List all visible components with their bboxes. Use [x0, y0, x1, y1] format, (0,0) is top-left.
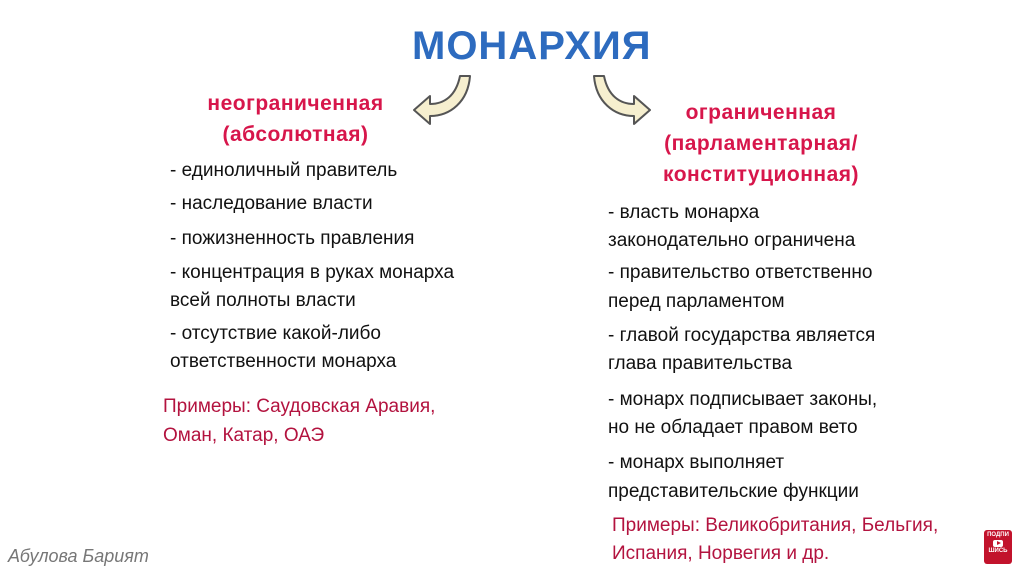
- logo-text: ПОДПИ: [987, 532, 1009, 538]
- list-item: перед парламентом: [608, 291, 785, 312]
- list-item: - единоличный правитель: [170, 160, 398, 181]
- list-item: - главой государства является: [608, 325, 876, 346]
- heading-line: ограниченная: [685, 101, 837, 124]
- heading-line: конституционная): [662, 163, 860, 186]
- page-title: МОНАРХИЯ: [412, 24, 652, 68]
- logo-text: ШИСЬ: [988, 548, 1008, 554]
- list-item: законодательно ограничена: [608, 230, 856, 251]
- list-item: - правительство ответственно: [608, 262, 873, 283]
- examples-text: Испания, Норвегия и др.: [612, 543, 830, 564]
- list-item: глава правительства: [608, 353, 793, 374]
- list-item: - пожизненность правления: [170, 228, 415, 249]
- list-item: - монарх выполняет: [608, 452, 785, 473]
- absolute-monarchy-heading: [168, 88, 423, 150]
- list-item: - концентрация в руках монарха: [170, 262, 455, 283]
- list-item: но не обладает правом вето: [608, 417, 858, 438]
- examples-text: Примеры: Великобритания, Бельгия,: [612, 515, 939, 536]
- examples-text: Примеры: Саудовская Аравия,: [163, 396, 436, 417]
- heading-line: неограниченная: [207, 92, 384, 115]
- list-item: представительские функции: [608, 481, 859, 502]
- list-item: всей полноты власти: [170, 290, 356, 311]
- list-item: - власть монарха: [608, 202, 760, 223]
- heading-line: (абсолютная): [222, 123, 369, 146]
- heading-line: (парламентарная/: [664, 132, 858, 155]
- list-item: - монарх подписывает законы,: [608, 389, 878, 410]
- list-item: - наследование власти: [170, 193, 373, 214]
- list-item: ответственности монарха: [170, 351, 397, 372]
- author-watermark: Абулова Барият: [8, 546, 149, 566]
- limited-monarchy-heading: [626, 97, 896, 190]
- subscribe-logo[interactable]: [984, 530, 1012, 564]
- list-item: - отсутствие какой-либо: [170, 323, 381, 344]
- examples-text: Оман, Катар, ОАЭ: [163, 425, 325, 446]
- play-icon: [993, 540, 1003, 547]
